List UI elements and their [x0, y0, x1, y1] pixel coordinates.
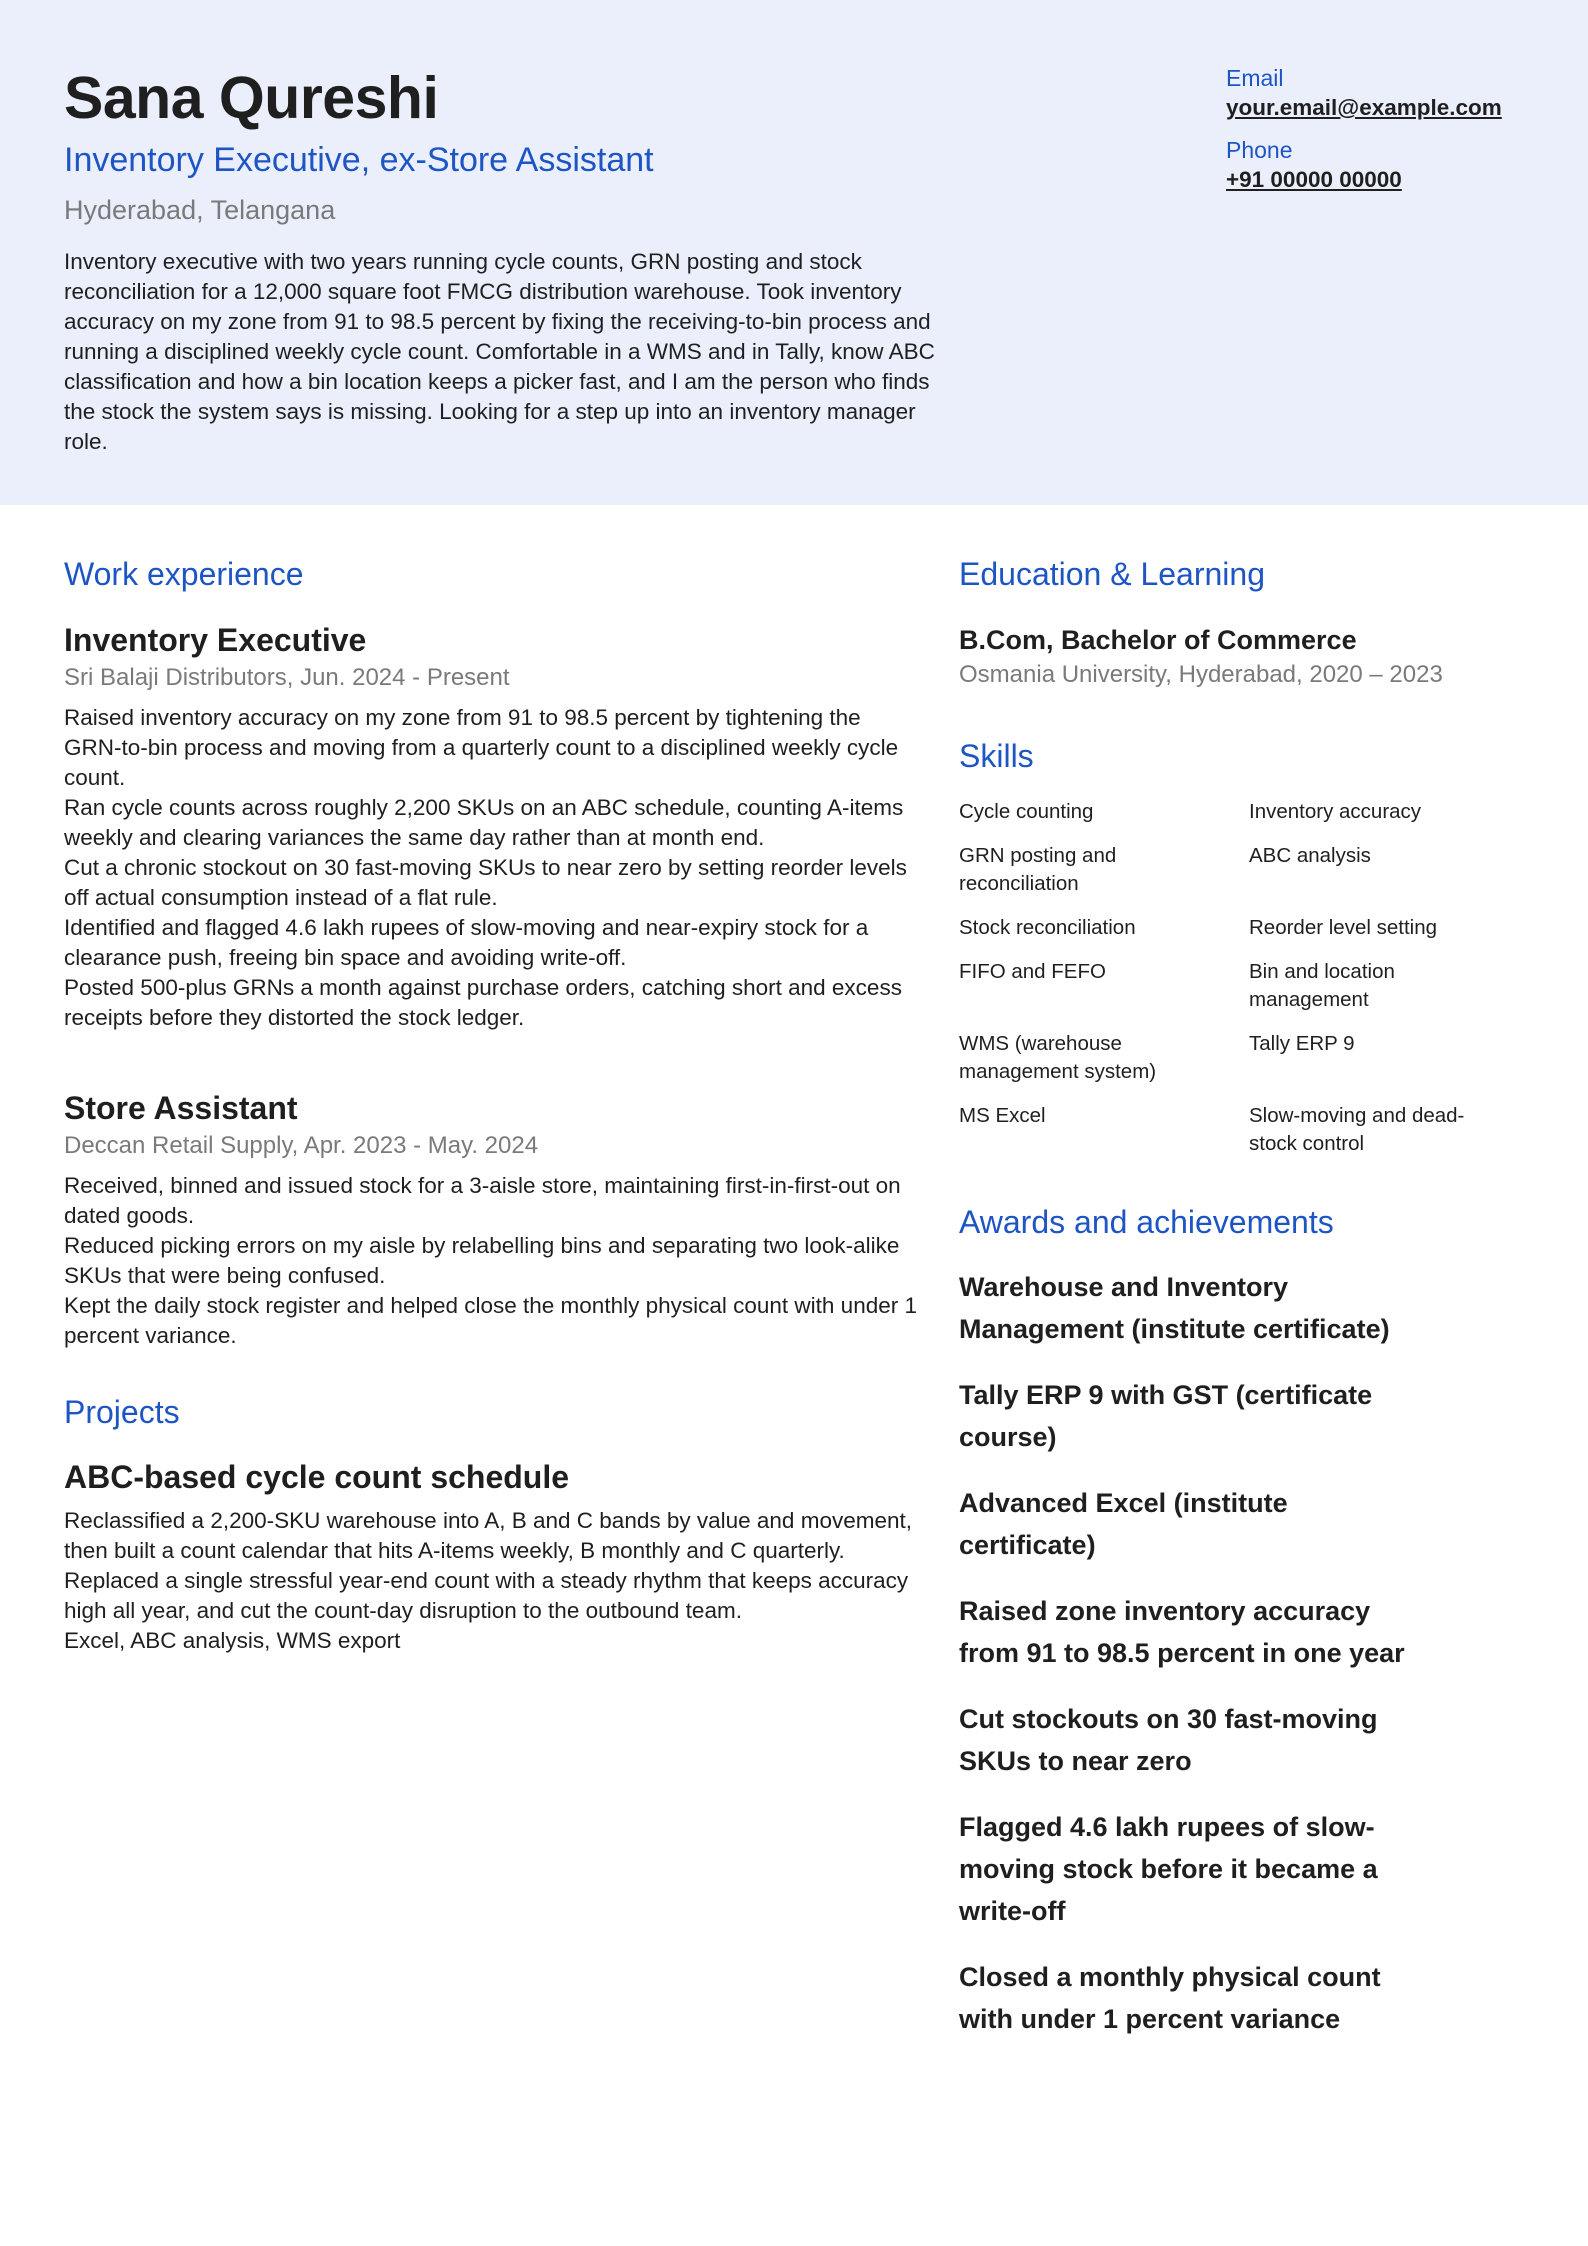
candidate-location: Hyderabad, Telangana: [64, 195, 336, 225]
award-item: Flagged 4.6 lakh rupees of slow-moving stock before it became a write-off: [959, 1812, 1378, 1926]
skill-item: ABC analysis: [1249, 844, 1371, 867]
skill-item: Reorder level setting: [1249, 916, 1438, 939]
job-bullet: Received, binned and issued stock for a 3-aisle store, maintaining first-in-first-out on dated goods.: [64, 1173, 901, 1228]
email-link[interactable]: your.email@example.com: [1226, 95, 1502, 120]
job-title: Store Assistant: [64, 1090, 298, 1126]
skill-item: MS Excel: [959, 1104, 1046, 1127]
skill-item: FIFO and FEFO: [959, 960, 1106, 983]
job-bullet: Kept the daily stock register and helped close the monthly physical count with under 1 percent variance.: [64, 1293, 917, 1348]
job-bullets: [64, 703, 924, 1033]
job-bullets: [64, 1171, 924, 1351]
award-item: Closed a monthly physical count with under 1 percent variance: [959, 1962, 1381, 2034]
skills-section-title: Skills: [959, 738, 1034, 774]
job-bullet: Identified and flagged 4.6 lakh rupees of slow-moving and near-expiry stock for a clearance push, freeing bin space and avoiding write-off.: [64, 915, 869, 970]
contact-email: [1226, 63, 1502, 123]
phone-label: Phone: [1226, 137, 1293, 163]
skill-item: GRN posting and reconciliation: [959, 844, 1117, 895]
project-body: [64, 1506, 924, 1656]
job-bullet: Ran cycle counts across roughly 2,200 SKUs on an ABC schedule, counting A-items weekly and clearing variances the same day rather than at month end.: [64, 795, 904, 850]
skill-item: Cycle counting: [959, 800, 1094, 823]
award-item: Cut stockouts on 30 fast-moving SKUs to near zero: [959, 1704, 1378, 1776]
summary-paragraph: Inventory executive with two years running cycle counts, GRN posting and stock reconciliation for a 12,000 square foot FMCG distribution warehouse. Took inventory accuracy on my zone from 91 to 98.5 percent by fixing the receiving-to-bin process and running a disciplined weekly cycle count. Comfortable in a WMS and in Tally, know ABC classification and how a bin location keeps a picker fast, and I am the person who finds the stock the system says is missing. Looking for a step up into an inventory manager role.: [64, 249, 935, 454]
contact-phone: [1226, 135, 1402, 195]
skill-item: WMS (warehouse management system): [959, 1032, 1157, 1083]
skill-item: Tally ERP 9: [1249, 1032, 1355, 1055]
award-item: Warehouse and Inventory Management (institute certificate): [959, 1272, 1390, 1344]
candidate-subtitle: Inventory Executive, ex-Store Assistant: [64, 141, 654, 179]
awards-section-title: Awards and achievements: [959, 1204, 1334, 1240]
school: Osmania University, Hyderabad, 2020 – 2023: [959, 661, 1443, 688]
candidate-name: Sana Qureshi: [64, 65, 439, 131]
skill-item: Bin and location management: [1249, 960, 1395, 1011]
job-bullet: Raised inventory accuracy on my zone from 91 to 98.5 percent by tightening the GRN-to-bin process and moving from a quarterly count to a disciplined weekly cycle count.: [64, 705, 899, 790]
project-description: Reclassified a 2,200-SKU warehouse into A, B and C bands by value and movement, then built a count calendar that hits A-items weekly, B monthly and C quarterly. Replaced a single stressful year-end count with a steady rhythm that keeps accuracy high all year, and cut the count-day disruption to the outbound team.: [64, 1508, 912, 1623]
skill-item: Inventory accuracy: [1249, 800, 1422, 823]
skills-grid: [959, 798, 1519, 1158]
education-section-title: Education & Learning: [959, 556, 1265, 592]
phone-link[interactable]: +91 00000 00000: [1226, 167, 1402, 192]
skill-item: Slow-moving and dead-stock control: [1249, 1104, 1465, 1155]
skill-item: Stock reconciliation: [959, 916, 1136, 939]
job-meta: Deccan Retail Supply, Apr. 2023 - May. 2024: [64, 1132, 539, 1159]
education-entry: [959, 622, 1443, 692]
project-title: ABC-based cycle count schedule: [64, 1459, 570, 1495]
award-item: Tally ERP 9 with GST (certificate course): [959, 1380, 1373, 1452]
project-tools: Excel, ABC analysis, WMS export: [64, 1628, 401, 1653]
job-meta: Sri Balaji Distributors, Jun. 2024 - Present: [64, 664, 510, 691]
job-bullet: Posted 500-plus GRNs a month against purchase orders, catching short and excess receipts before they distorted the stock ledger.: [64, 975, 902, 1030]
projects-section-title: Projects: [64, 1394, 180, 1430]
awards-list: [959, 1266, 1429, 2064]
award-item: Advanced Excel (institute certificate): [959, 1488, 1288, 1560]
header-band: [0, 0, 1588, 505]
email-label: Email: [1226, 65, 1284, 91]
award-item: Raised zone inventory accuracy from 91 to 98.5 percent in one year: [959, 1596, 1405, 1668]
job-title: Inventory Executive: [64, 622, 367, 658]
work-section-title: Work experience: [64, 556, 304, 592]
job-bullet: Reduced picking errors on my aisle by relabelling bins and separating two look-alike SKUs that were being confused.: [64, 1233, 900, 1288]
job-bullet: Cut a chronic stockout on 30 fast-moving SKUs to near zero by setting reorder levels off actual consumption instead of a flat rule.: [64, 855, 907, 910]
degree: B.Com, Bachelor of Commerce: [959, 625, 1357, 655]
